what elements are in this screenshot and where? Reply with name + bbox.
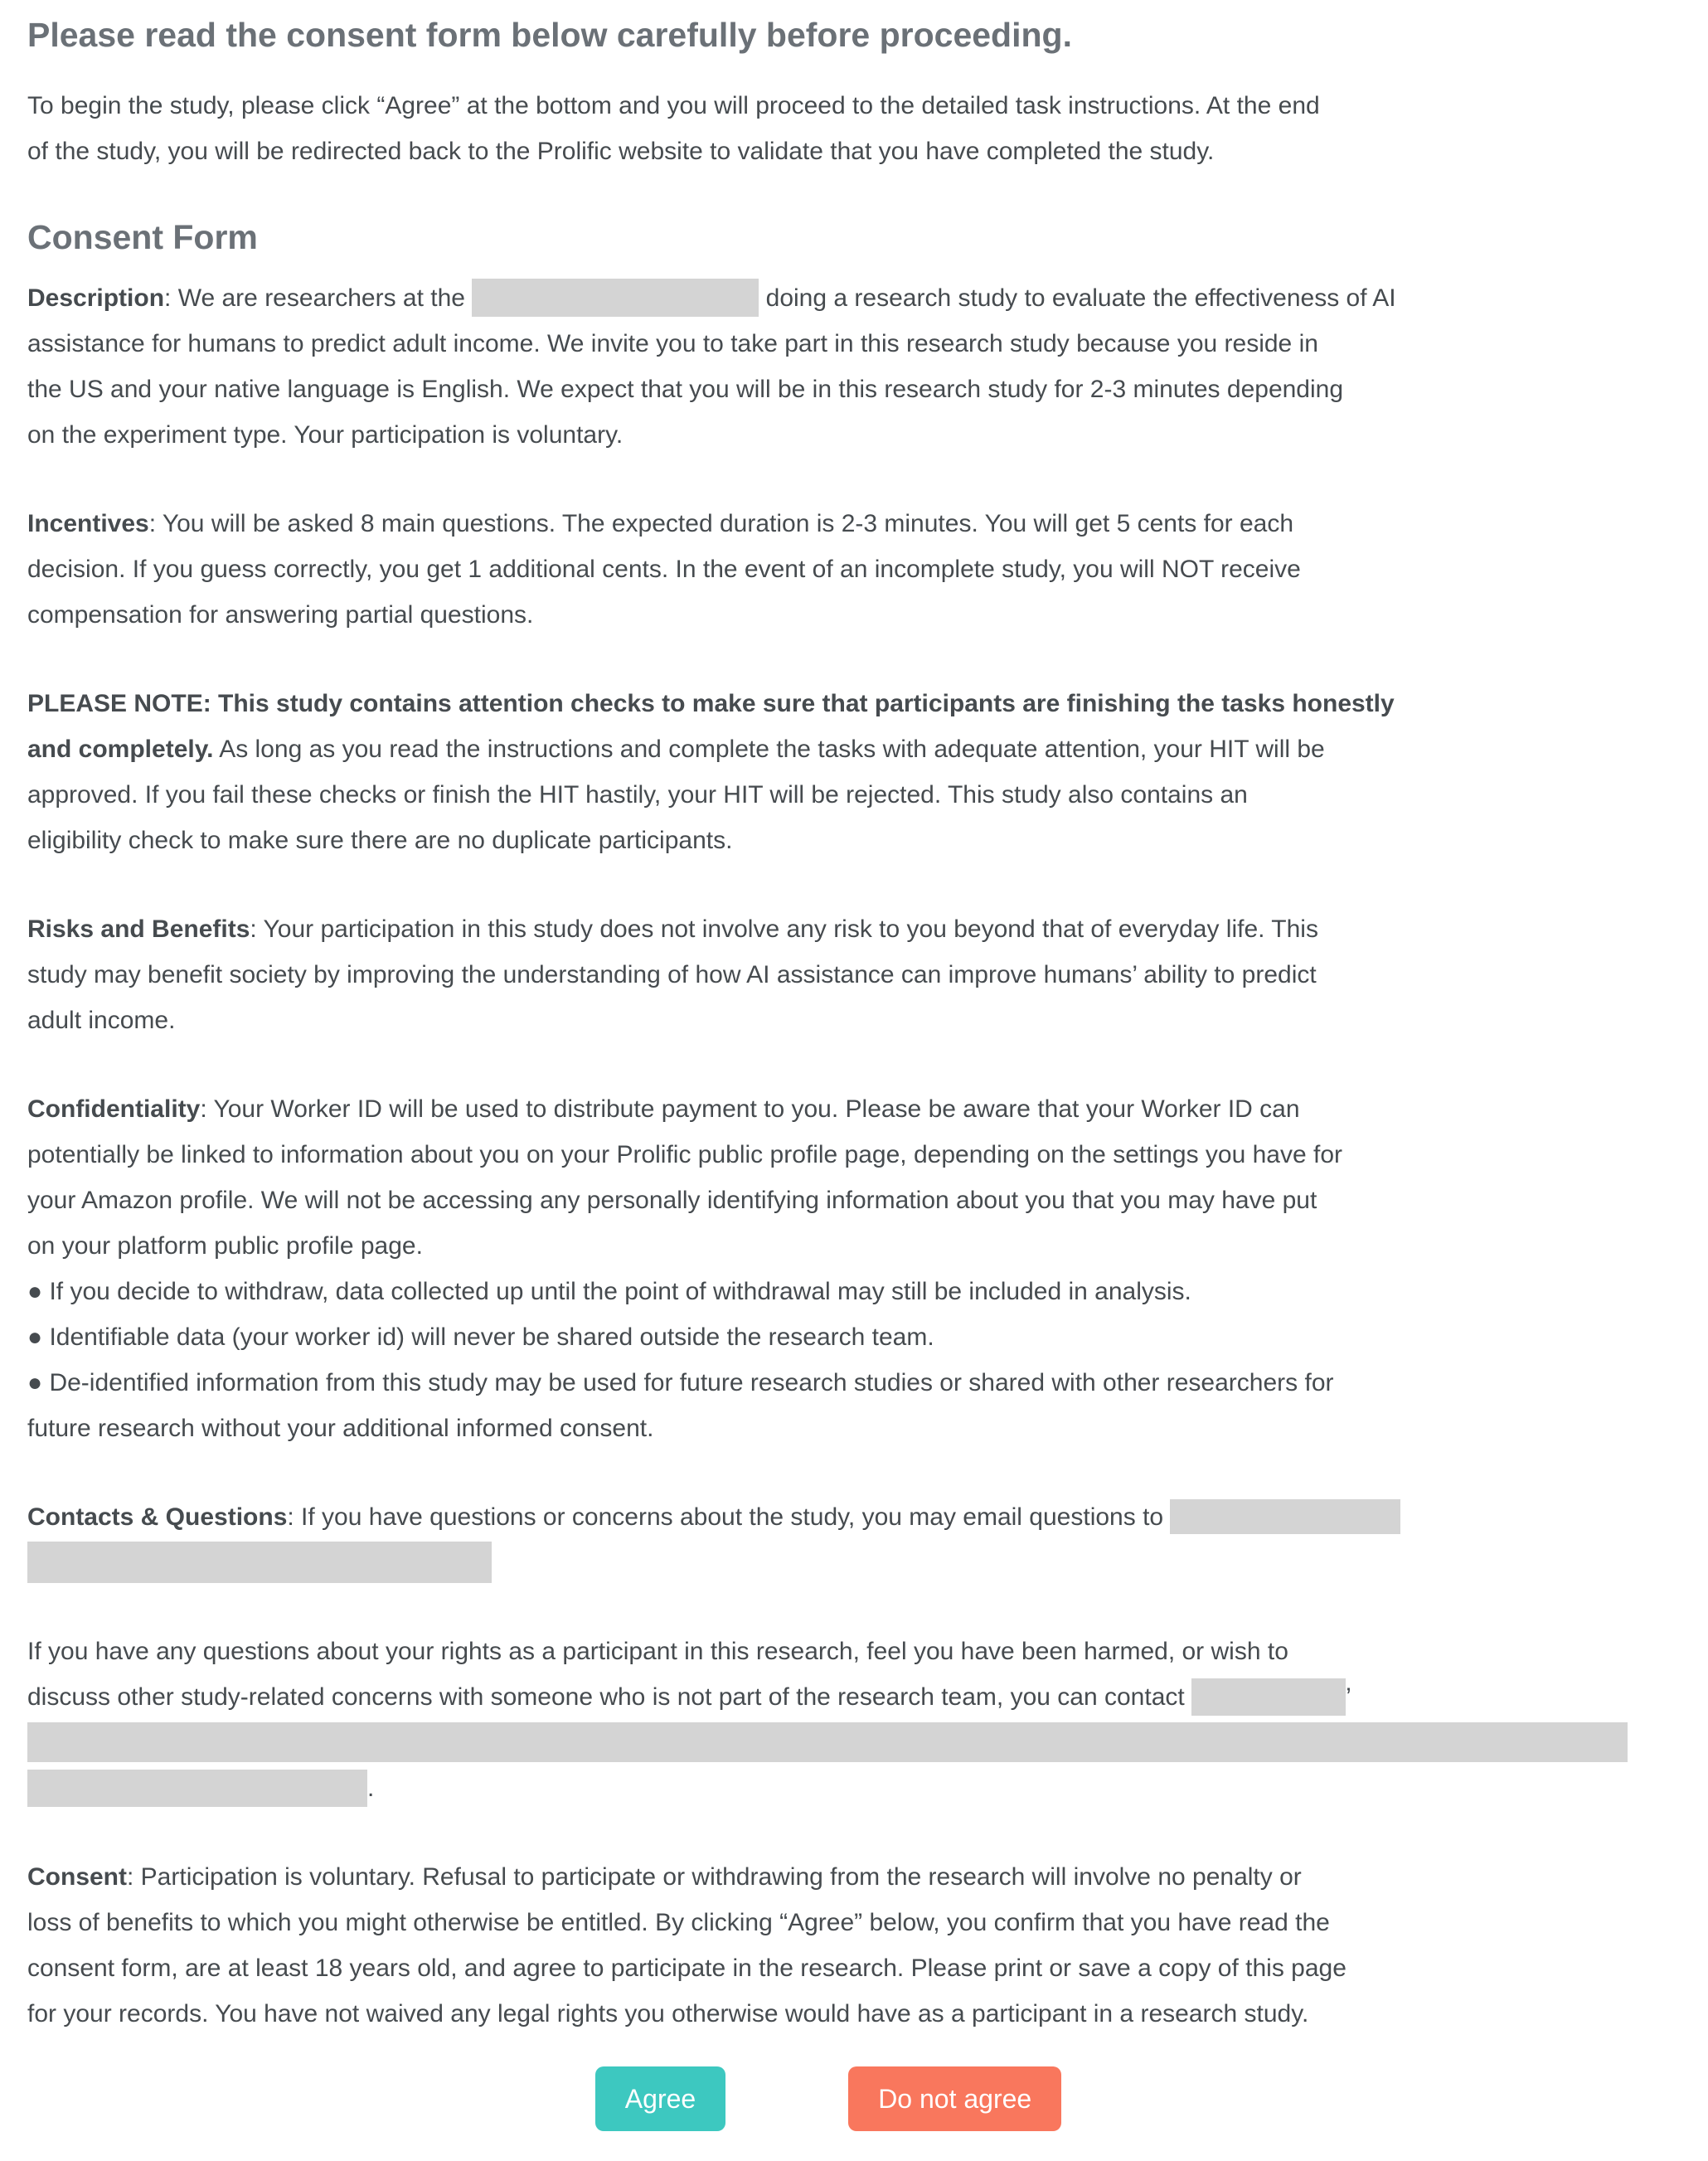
redacted-text — [1170, 1499, 1400, 1534]
bold-text: Risks and Benefits — [27, 915, 250, 943]
text-line — [27, 1178, 1629, 1223]
body-text: : We are researchers at the — [164, 284, 473, 312]
body-text: ● De-identified information from this study may be used for future research studies or shared with other researchers for — [27, 1369, 1334, 1396]
text-line — [27, 367, 1629, 412]
consent-paragraph — [27, 1854, 1629, 2037]
text-line — [27, 1765, 1629, 1811]
risks-benefits-paragraph — [27, 906, 1629, 1043]
body-text: : Participation is voluntary. Refusal to participate or withdrawing from the research will involve no penalty or — [127, 1863, 1302, 1891]
text-line — [27, 1132, 1629, 1178]
text-line — [27, 1360, 1629, 1406]
body-text: loss of benefits to which you might otherwise be entitled. By clicking “Agree” below, you confirm that you have read the — [27, 1909, 1330, 1936]
text-line — [27, 1991, 1629, 2037]
body-text: If you have any questions about your rights as a participant in this research, feel you have been harmed, or wish to — [27, 1638, 1288, 1665]
text-line — [27, 726, 1629, 772]
text-line — [27, 906, 1629, 952]
text-line — [27, 1900, 1629, 1945]
intro-slot — [27, 83, 1629, 174]
body-text: of the study, you will be redirected back to the Prolific website to validate that you have completed the study. — [27, 138, 1215, 165]
body-text: : If you have questions or concerns about the study, you may email questions to — [287, 1503, 1171, 1531]
bold-text: Description — [27, 284, 165, 312]
contacts-questions-paragraph — [27, 1494, 1629, 1586]
bold-text: and completely. — [27, 736, 214, 763]
text-line — [27, 1086, 1629, 1132]
text-line — [27, 1674, 1629, 1720]
body-text: approved. If you fail these checks or finish the HIT hastily, your HIT will be rejected. This study also contains an — [27, 781, 1248, 809]
participant-rights-paragraph — [27, 1629, 1629, 1811]
description-paragraph — [27, 275, 1629, 458]
text-line — [27, 1406, 1629, 1451]
text-line — [27, 412, 1629, 458]
consent-button-row — [27, 2066, 1629, 2131]
bold-text: Confidentiality — [27, 1095, 201, 1123]
text-line — [27, 83, 1629, 129]
do-not-agree-button[interactable]: Do not agree — [848, 2066, 1061, 2131]
text-line — [27, 1720, 1629, 1765]
body-text: your Amazon profile. We will not be accessing any personally identifying information about you that you may have put — [27, 1187, 1317, 1214]
page-title: Please read the consent form below carefully before proceeding. — [27, 16, 1072, 54]
text-line — [27, 772, 1629, 818]
text-line — [27, 1269, 1629, 1314]
text-line — [27, 321, 1629, 367]
redacted-text — [27, 1722, 1628, 1762]
body-text: for your records. You have not waived any legal rights you otherwise would have as a participant in a research study. — [27, 2000, 1309, 2027]
body-text: doing a research study to evaluate the effectiveness of AI — [759, 284, 1396, 312]
body-text: compensation for answering partial questions. — [27, 601, 534, 629]
paragraphs — [27, 275, 1629, 2037]
incentives-paragraph — [27, 501, 1629, 638]
redacted-text — [27, 1770, 367, 1807]
redacted-text — [472, 279, 759, 317]
body-text: future research without your additional informed consent. — [27, 1415, 654, 1442]
text-line — [27, 952, 1629, 998]
text-line — [27, 1314, 1629, 1360]
body-text: study may benefit society by improving the understanding of how AI assistance can improve humans’ ability to predict — [27, 961, 1317, 988]
body-text: : You will be asked 8 main questions. The expected duration is 2-3 minutes. You will get 5 cents for each — [148, 510, 1294, 537]
text-line — [27, 1540, 1629, 1586]
body-text: . — [367, 1775, 375, 1802]
redacted-text — [1191, 1678, 1346, 1716]
body-text: on the experiment type. Your participation is voluntary. — [27, 421, 624, 449]
text-line — [27, 1945, 1629, 1991]
bold-text: Incentives — [27, 510, 149, 537]
body-text: ● If you decide to withdraw, data collected up until the point of withdrawal may still be included in analysis. — [27, 1278, 1191, 1305]
body-text: ● Identifiable data (your worker id) will never be shared outside the research team. — [27, 1323, 934, 1351]
bold-text: Consent — [27, 1863, 127, 1891]
body-text: As long as you read the instructions and complete the tasks with adequate attention, your HIT will be — [213, 736, 1325, 763]
text-line — [27, 275, 1629, 321]
text-line — [27, 1223, 1629, 1269]
intro-paragraph — [27, 83, 1629, 174]
body-text: adult income. — [27, 1007, 176, 1034]
text-line — [27, 592, 1629, 638]
bold-text: PLEASE NOTE: This study contains attention checks to make sure that participants are finishing the tasks honestly — [27, 690, 1395, 717]
text-line — [27, 1494, 1629, 1540]
body-text: : Your Worker ID will be used to distribute payment to you. Please be aware that your Worker ID can — [200, 1095, 1300, 1123]
text-line — [27, 546, 1629, 592]
body-text: decision. If you guess correctly, you get 1 additional cents. In the event of an incomplete study, you will NOT receive — [27, 556, 1301, 583]
body-text: To begin the study, please click “Agree” at the bottom and you will proceed to the detailed task instructions. At the end — [27, 92, 1320, 119]
text-line — [27, 501, 1629, 546]
body-text: assistance for humans to predict adult income. We invite you to take part in this research study because you reside in — [27, 330, 1318, 357]
confidentiality-paragraph — [27, 1086, 1629, 1451]
text-line — [27, 1854, 1629, 1900]
text-line — [27, 1629, 1629, 1674]
text-line — [27, 818, 1629, 863]
body-text: consent form, are at least 18 years old, and agree to participate in the research. Please print or save a copy of this page — [27, 1955, 1347, 1982]
text-line — [27, 998, 1629, 1043]
body-text: discuss other study-related concerns with someone who is not part of the research team, you can contact — [27, 1683, 1192, 1711]
body-text: ’ — [1346, 1683, 1351, 1711]
consent-form-heading: Consent Form — [27, 218, 258, 256]
attention-check-paragraph — [27, 681, 1629, 863]
text-line — [27, 129, 1629, 174]
body-text: the US and your native language is English. We expect that you will be in this research study for 2-3 minutes depending — [27, 376, 1344, 403]
body-text: potentially be linked to information about you on your Prolific public profile page, depending on the settings you have for — [27, 1141, 1343, 1168]
body-text: eligibility check to make sure there are no duplicate participants. — [27, 827, 733, 854]
bold-text: Contacts & Questions — [27, 1503, 288, 1531]
body-text: on your platform public profile page. — [27, 1232, 423, 1260]
agree-button[interactable]: Agree — [595, 2066, 725, 2131]
text-line — [27, 681, 1629, 726]
redacted-text — [27, 1542, 492, 1583]
body-text: : Your participation in this study does not involve any risk to you beyond that of everyday life. This — [250, 915, 1318, 943]
